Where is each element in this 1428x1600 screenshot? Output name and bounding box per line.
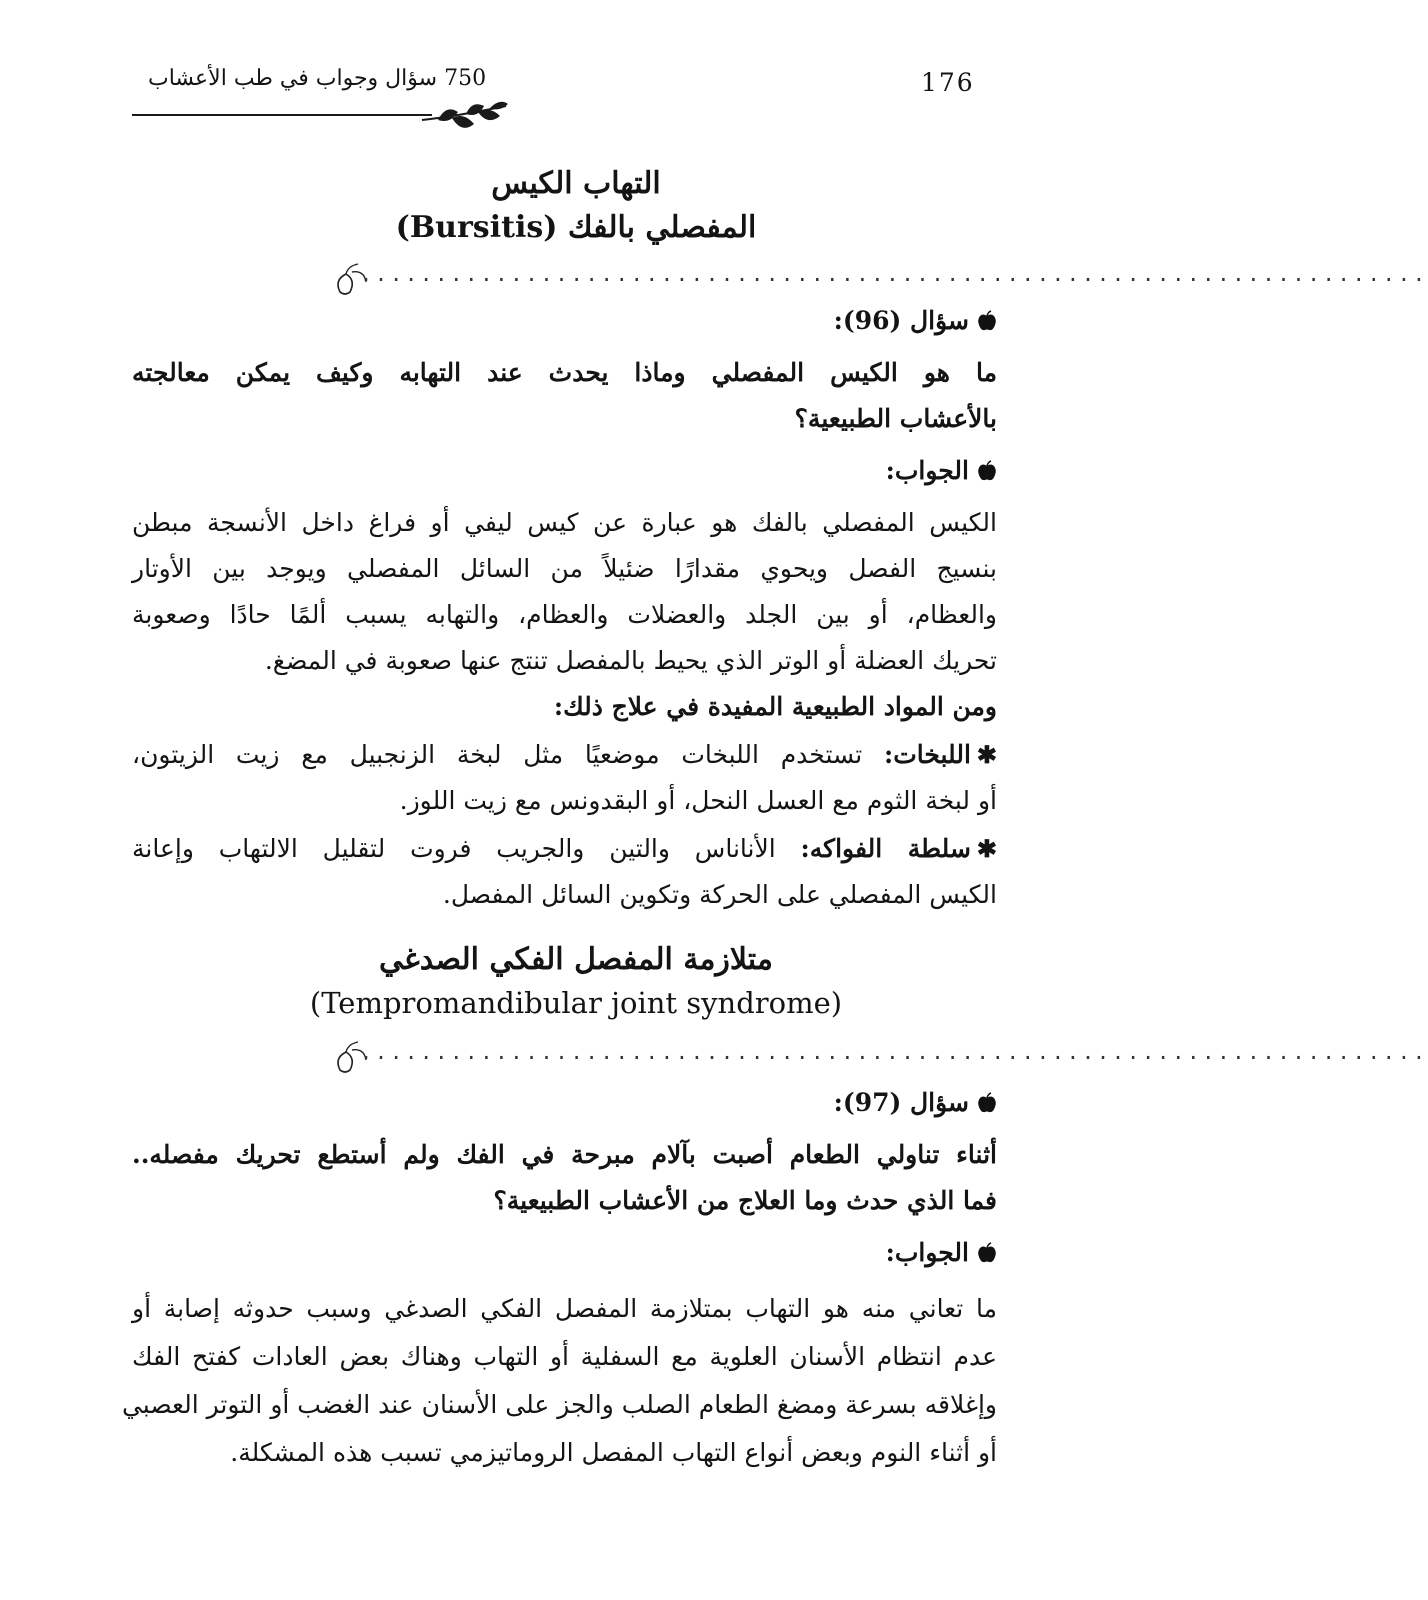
question-label-text: سؤال (97): [833,1088,969,1117]
question-label-text: سؤال (96): [833,306,969,335]
question-text-line: فما الذي حدث وما العلاج من الأعشاب الطبيعية؟ [493,1186,997,1215]
answer-text-line: بنسيج الفصل ويحوي مقدارًا ضئيلاً من السائل المفصلي ويوجد بين الأوتار [132,554,997,583]
section-title: متلازمة المفصل الفكي الصدغي [379,942,773,977]
answer-text-line: تحريك العضلة أو الوتر الذي يحيط بالمفصل تنتج عنها صعوبة في المضغ. [264,646,997,675]
apple-icon [977,1092,997,1114]
list-item [132,740,997,769]
answer-text-line: والعظام، أو بين الجلد والعضلات والعظام، والتهابه يسبب ألمًا حادًا وصعوبة [132,600,997,629]
question-label [834,306,997,335]
question-text-line: بالأعشاب الطبيعية؟ [794,404,997,433]
item-text: الأناناس والتين والجريب فروت لتقليل الالتهاب وإعانة [132,834,776,863]
star-icon: ✱ [976,834,998,863]
answer-text-line: أو أثناء النوم وبعض أنواع التهاب المفصل الروماتيزمي تسبب هذه المشكلة. [230,1438,997,1467]
question-label [834,1088,997,1117]
page-number: 176 [921,68,975,97]
dots-line: ....................................................................... [360,262,1428,286]
materials-heading: ومن المواد الطبيعية المفيدة في علاج ذلك: [553,692,997,721]
header-rule [132,114,432,116]
section-title: التهاب الكيس [491,166,661,201]
apple-icon [977,1242,997,1264]
answer-text-line: الكيس المفصلي بالفك هو عبارة عن كيس ليفي أو فراغ داخل الأنسجة مبطن [132,508,997,537]
apple-icon [977,310,997,332]
dotted-separator [330,262,1428,298]
item-text: تستخدم اللبخات موضعيًا مثل لبخة الزنجبيل مع زيت الزيتون، [132,740,863,769]
answer-label-text: الجواب: [885,456,969,485]
answer-label [886,456,997,485]
dots-line: ....................................................................... [360,1040,1428,1064]
star-icon: ✱ [976,740,997,769]
item-text-line: الكيس المفصلي على الحركة وتكوين السائل المفصل. [442,880,997,909]
answer-text-line: وإغلاقه بسرعة ومضغ الطعام الصلب والجز على الأسنان عند الغضب أو التوتر العصبي [121,1390,997,1419]
section-title-2: المفصلي بالفك (Bursitis) [395,210,757,245]
item-label: سلطة الفواكه: [800,834,971,863]
question-text-line: أثناء تناولي الطعام أصبت بآلام مبرحة في الفك ولم أستطع تحريك مفصله.. [132,1140,997,1169]
leaf-ornament-icon [418,98,510,138]
section-subtitle-latin: (Tempromandibular joint syndrome) [309,986,843,1020]
answer-label-text: الجواب: [885,1238,969,1267]
question-text-line: ما هو الكيس المفصلي وماذا يحدث عند التهابه وكيف يمكن معالجته [132,358,997,387]
dotted-separator [330,1040,1428,1076]
answer-text-line: ما تعاني منه هو التهاب بمتلازمة المفصل الفكي الصدغي وسبب حدوثه إصابة أو [132,1294,997,1323]
running-title: 750 سؤال وجواب في طب الأعشاب [148,66,487,91]
answer-text-line: عدم انتظام الأسنان العلوية مع السفلية أو التهاب وهناك بعض العادات كفتح الفك [132,1342,997,1371]
answer-label [886,1238,997,1267]
list-item [132,834,997,863]
item-label: اللبخات: [883,740,971,769]
item-text-line: أو لبخة الثوم مع العسل النحل، أو البقدونس مع زيت اللوز. [399,786,997,815]
apple-icon [977,460,997,482]
